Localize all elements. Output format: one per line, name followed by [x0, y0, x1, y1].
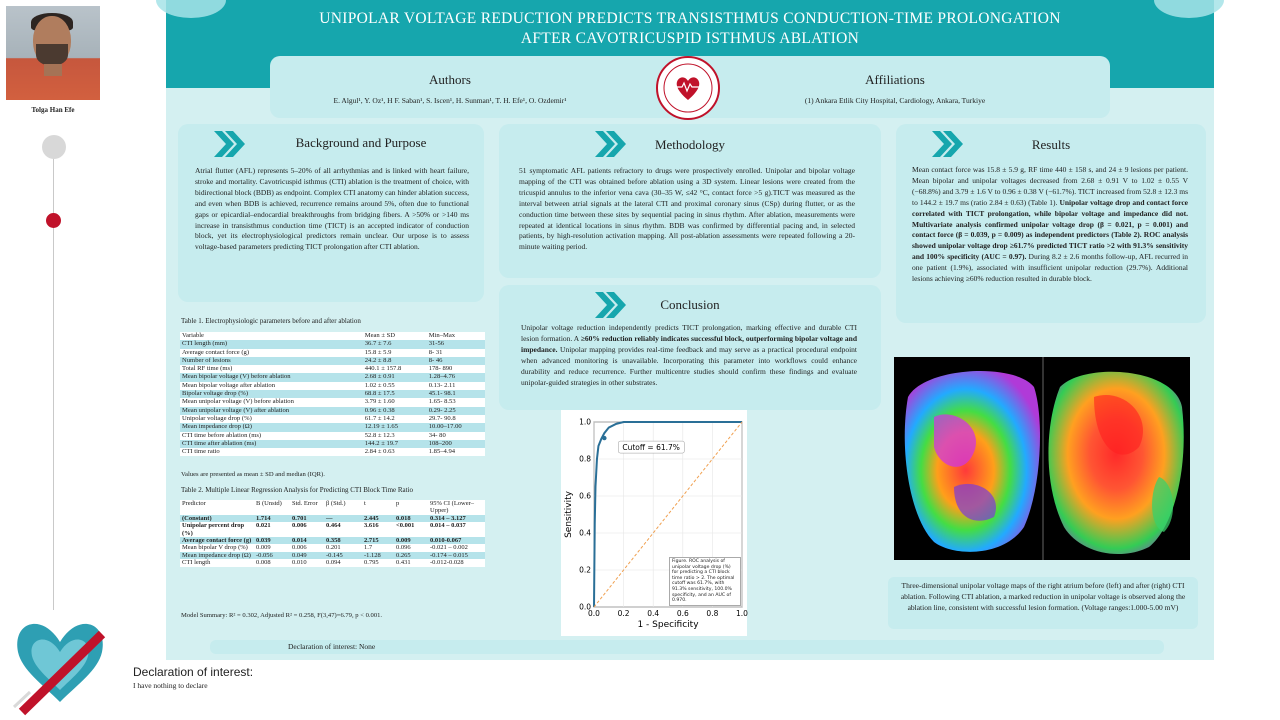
table2-cell: 0.006 — [292, 544, 307, 552]
table1-cell: 10.00–17.00 — [427, 423, 485, 431]
presenter-name: Tolga Han Efe — [31, 106, 75, 114]
y-tick-label: 0.4 — [579, 528, 591, 538]
table-row — [180, 390, 485, 398]
table1-cell: 52.8 ± 12.3 — [364, 431, 395, 439]
table-row — [180, 448, 485, 456]
table1-cell: 29.7- 90.8 — [428, 414, 456, 422]
table1-cell: 0.96 ± 0.38 — [363, 407, 427, 415]
declaration-text: I have nothing to declare — [133, 681, 208, 690]
table1-cell: Mean bipolar voltage after ablation — [182, 381, 276, 389]
y-axis-label: Sensitivity — [564, 491, 574, 538]
table-row — [180, 522, 485, 537]
table2-cell: -0.174 – 0.015 — [428, 552, 485, 559]
presenter-video — [6, 6, 100, 100]
table1-cell: CTI time after ablation (ms) — [180, 440, 363, 448]
table2 — [180, 500, 485, 567]
table2-header-cell: Predictor — [182, 500, 206, 507]
table1-cell: 61.7 ± 14.2 — [364, 414, 395, 422]
table1-header-row — [180, 332, 485, 340]
affiliations-text: (1) Ankara Etlik City Hospital, Cardiology, Ankara, Turkiye — [804, 96, 986, 105]
table2-cell: 2.715 — [362, 537, 394, 544]
table2-cell: 0.039 — [254, 537, 290, 544]
table2-cell: (Constant) — [180, 515, 254, 522]
table2-cell: 0.049 — [290, 552, 324, 559]
table1-cell: Mean unipolar voltage (V) after ablation — [180, 407, 363, 415]
table1-cell: 36.7 ± 7.6 — [363, 340, 427, 348]
table-row — [180, 537, 485, 544]
table2-cell: 0.795 — [364, 559, 379, 567]
table-row — [180, 415, 485, 423]
table1-cell: CTI time before ablation (ms) — [182, 431, 262, 439]
table2-cell: 0.431 — [396, 559, 411, 567]
table2-cell: Mean impedance drop (Ω) — [180, 552, 254, 559]
roc-chart-panel — [561, 410, 747, 636]
table-row — [180, 357, 485, 365]
table2-cell: 1.714 — [254, 515, 290, 522]
table1-cell: 108–200 — [427, 440, 485, 448]
authors-heading: Authors — [429, 72, 471, 87]
cutoff-label: Cutoff = 61.7% — [622, 443, 680, 453]
table1-cell: Mean unipolar voltage (V) before ablation — [182, 398, 294, 406]
table-row — [180, 544, 485, 551]
table1-cell: 1.28–4.76 — [427, 373, 485, 381]
poster-title — [226, 9, 1154, 49]
table1-cell: 0.29- 2.25 — [427, 407, 485, 415]
voltage-maps-caption: Three-dimensional unipolar voltage maps of the right atrium before (left) and after (right) CTI ablation. Following CTI ablation, a marked reduction in unipolar voltage is observed along the ablation line, consistent with successful lesion formation. (Voltage ranges:1.000-5.00 mV) — [888, 577, 1198, 629]
table2-cell: — — [324, 515, 362, 522]
table2-cell: -0.012-0.028 — [430, 559, 464, 567]
table-row — [180, 432, 485, 440]
table2-cell: <0.001 — [396, 522, 415, 530]
conclusion-text-bold: ≥60% reduction reliably indicates successful block, outperforming bipolar voltage and impedance. — [521, 333, 857, 354]
table2-cell: -0.145 — [324, 552, 362, 559]
table2-cell: -1.128 — [362, 552, 394, 559]
table1-cell: Unipolar voltage drop (%) — [182, 414, 252, 422]
table2-cell: 3.616 — [364, 522, 379, 530]
x-tick-label: 1.0 — [736, 609, 748, 618]
x-tick-label: 0.4 — [647, 609, 660, 618]
roc-chart — [561, 410, 747, 636]
table1-cell: 34- 80 — [428, 431, 446, 439]
table2-cell: 2.445 — [362, 515, 394, 522]
table2-header-cell: β (Std.) — [326, 500, 346, 507]
table1-cell: 0.13- 2.11 — [428, 381, 456, 389]
y-tick-label: 0.6 — [579, 491, 591, 501]
table2-cell: 0.314 – 3.127 — [428, 515, 485, 522]
table2-cell: 0.358 — [324, 537, 362, 544]
conclusion-text-part: Unipolar mapping provides real-time feedback and may serve as a practical procedural endpoint when advanced monitoring is unavailable. Incorporating this parameter into workflows could enhance durability and reduce recurrence. Further multicentre studies should confirm these findings and evaluate unipolar-guided strategies in other substrates. — [521, 344, 857, 387]
background-panel — [178, 124, 484, 302]
table2-cell: 0.701 — [290, 515, 324, 522]
authors-list: E. Algul¹, Y. Oz¹, H F. Saban¹, S. Iscen¹, H. Sunman¹, T. H. Efe¹, O. Ozdemir¹ — [333, 96, 567, 105]
table2-cell: Mean bipolar V drop (%) — [182, 544, 248, 552]
table2-cell: Unipolar percent drop (%) — [182, 522, 245, 537]
table-row — [180, 407, 485, 415]
header-decoration — [156, 0, 226, 18]
table1-header-cell: Mean ± SD — [364, 332, 396, 339]
table1-cell: Mean impedance drop (Ω) — [180, 423, 363, 431]
results-panel — [896, 124, 1206, 323]
y-tick-label: 0.0 — [579, 602, 591, 612]
x-tick-label: 0.6 — [676, 609, 689, 618]
results-text-part: Mean contact force was 15.8 ± 5.9 g, RF time 440 ± 158 s, and 24 ± 9 lesions per patient. Mean bipolar and unipolar voltages decreased from 2.68 ± 0.91 V to 1.02 ± 0.55 V (−68.8%) and 3.79 ± 1.6 V to 0.96 ± 0.38 V (−61.7%). TICT increased from 52.8 ± 12.3 ms to 144.2 ± 19.7 ms (ratio 2.84 ± 0.63) (Table 1). — [912, 165, 1188, 207]
timeline-marker[interactable] — [42, 135, 66, 159]
table-row — [180, 559, 485, 566]
methodology-text: 51 symptomatic AFL patients refractory to drugs were prospectively enrolled. Unipolar and bipolar voltage mapping of the CTI was obtained before ablation using a 3D system. Linear lesions were created from the tricuspid annulus to the inferior vena cava (30–35 W, ≤42 °C, contact force >5 g).TICT was measured as the interval between atrial signals at the lateral CTI and proximal coronary sinus (CSp) during flutter, or as the conduction time between these sites by sequential pacing in sinus rhythm. After ablation, measurements were repeated at identical locations in sinus rhythm. BDB was confirmed by differential pacing and, in selected patients, by high-resolution activation mapping. All post-ablation assessments were repeated following a 20-minute waiting period. — [519, 166, 855, 252]
table1-header-cell: Min–Max — [428, 332, 456, 339]
table-row — [180, 340, 485, 348]
cutoff-point — [602, 436, 606, 440]
table2-header-row — [180, 500, 485, 515]
x-axis-label: 1 - Specificity — [637, 620, 699, 630]
table2-cell: 0.014 — [290, 537, 324, 544]
table2-cell: 0.094 — [326, 559, 341, 567]
x-tick-label: 0.2 — [617, 609, 630, 618]
table2-header-cell: 95% CI (Lower–Upper) — [430, 500, 475, 515]
y-tick-label: 1.0 — [579, 417, 591, 427]
y-tick-label: 0.2 — [579, 565, 591, 575]
conclusion-heading: Conclusion — [660, 297, 720, 312]
conclusion-panel — [499, 285, 881, 410]
table1-cell: 440.1 ± 157.8 — [364, 365, 402, 373]
x-tick-label: 0.0 — [588, 609, 600, 618]
table1-cell: 8- 46 — [427, 357, 485, 365]
table1-cell: 144.2 ± 19.7 — [363, 440, 427, 448]
conference-logo-icon — [12, 612, 108, 717]
table2-header-cell: Std. Error — [292, 500, 318, 507]
table2-cell: 0.010 — [292, 559, 307, 567]
affiliations-heading: Affiliations — [865, 72, 925, 87]
declaration-title: Declaration of interest: — [133, 665, 254, 679]
poster-title-line-1: UNIPOLAR VOLTAGE REDUCTION PREDICTS TRANSISTHMUS CONDUCTION-TIME PROLONGATION — [319, 10, 1061, 27]
hospital-seal-icon — [656, 56, 720, 120]
table1-cell: CTI length (mm) — [180, 340, 363, 348]
table-row — [180, 382, 485, 390]
roc-caption: Figure. ROC analysis of unipolar voltage drop (%) for predicting a CTI block time ratio > 2. The optimal cutoff was 61.7%, with 91.3% sensitivity, 100.0% specificity, and an AUC of 0.970. — [669, 557, 741, 606]
table2-cell: 0.201 — [326, 544, 341, 552]
table2-cell: -0.021 – 0.002 — [430, 544, 468, 552]
table2-note: Model Summary: R² = 0.302, Adjusted R² = 0.258, F(3,47)=6.79, p < 0.001. — [181, 612, 383, 619]
table1-cell: 24.2 ± 8.8 — [363, 357, 427, 365]
table1-cell: 2.84 ± 0.63 — [364, 448, 395, 456]
table-row — [180, 552, 485, 559]
table1-cell: Total RF time (ms) — [182, 365, 233, 373]
y-tick-label: 0.8 — [579, 454, 591, 464]
table-row — [180, 365, 485, 373]
table2-cell: 0.096 — [396, 544, 411, 552]
table1-note: Values are presented as mean ± SD and median (IQR). — [181, 471, 325, 478]
table-row — [180, 398, 485, 406]
table1-cell: 68.8 ± 17.5 — [363, 390, 427, 398]
table2-cell: Average contact force (g) — [180, 537, 254, 544]
methodology-heading: Methodology — [654, 137, 726, 152]
table1-cell: 45.1- 98.1 — [427, 390, 485, 398]
table1-cell: 1.85–4.94 — [428, 448, 456, 456]
background-text: Atrial flutter (AFL) represents 5–20% of all arrhythmias and is linked with heart failure, stroke and mortality. Cavotricuspid isthmus (CTI) ablation is the treatment of choice, with bidirectional block (BDB) as endpoint. Complex CTI anatomy can hinder ablation success, and even when BDB is achieved, recurrence remains around 5%, often due to functional gaps or epicardial–endocardial breakthroughs from bridging fibers. A >50% or >140 ms increase in transisthmus conduction time (TICT) is an accepted indicator of conduction block, yet its electrophysiological predictors remain unclear. Our urpose is to assess voltage-based parameters predicting TICT prolongation after CTI ablation. — [195, 166, 469, 252]
results-text-part: During 8.2 ± 2.6 months follow-up, AFL recurred in one patient (1.9%), associated with insufficient unipolar reduction (29.7%). Additional lesions achieving ≥60% reduction resulted in durable block. — [912, 252, 1188, 284]
table1-cell: Bipolar voltage drop (%) — [180, 390, 363, 398]
table1-cell: 2.68 ± 0.91 — [363, 373, 427, 381]
table2-cell: -0.056 — [254, 552, 290, 559]
voltage-map-picture — [894, 357, 1190, 560]
authors-panel — [270, 56, 1110, 118]
table2-cell: 0.006 — [292, 522, 307, 530]
background-heading: Background and Purpose — [295, 135, 427, 150]
header-decoration — [1154, 0, 1224, 18]
table1-cell: 15.8 ± 5.9 — [364, 348, 392, 356]
conclusion-text-part: Unipolar voltage reduction independently predicts TICT prolongation, marking effective and durable CTI lesion formation. A — [521, 323, 857, 343]
results-text-bold: Unipolar voltage drop and contact force correlated with TICT prolongation, while bipolar voltage and impedance did not. Multivariate analysis confirmed unipolar voltage drop (β = 0.021, p = 0.001) and contact force (β = 0.039, p = 0.009) as independent predictors (Table 2). ROC analysis showed unipolar voltage drop ≥61.7% predicted TICT ratio >2 with 91.3% sensitivity and 100% specificity (AUC = 0.97). — [912, 197, 1188, 262]
table1-cell: 31-56 — [427, 340, 485, 348]
table-row — [180, 349, 485, 357]
table1-cell: Number of lesions — [180, 357, 363, 365]
table2-cell: 1.7 — [364, 544, 373, 552]
results-text — [912, 165, 1188, 285]
table1-cell: Average contact force (g) — [182, 348, 250, 356]
x-tick-label: 0.8 — [706, 609, 719, 618]
table1-caption: Table 1. Electrophysiologic parameters before and after ablation — [181, 317, 361, 325]
table1-cell: 178- 890 — [428, 365, 453, 373]
table2-cell: 0.009 — [256, 544, 271, 552]
declaration-bar: Declaration of interest: None — [210, 640, 1164, 654]
table2-cell: 0.010-0.067 — [428, 537, 485, 544]
roc-caption-box — [669, 557, 741, 604]
table1-cell: 8- 31 — [428, 348, 443, 356]
results-heading: Results — [1031, 137, 1071, 152]
table1-cell: 3.79 ± 1.60 — [364, 398, 395, 406]
voltage-maps-image — [894, 357, 1190, 560]
table2-caption: Table 2. Multiple Linear Regression Analysis for Predicting CTI Block Time Ratio — [181, 486, 414, 494]
table2-cell: 0.021 — [256, 522, 271, 530]
table2-header-cell: p — [396, 500, 400, 507]
table-row — [180, 440, 485, 448]
table2-header-cell: t — [364, 500, 366, 507]
table2-header-cell: B (Unstd) — [256, 500, 282, 507]
table2-cell: 0.018 — [394, 515, 428, 522]
conclusion-text — [521, 323, 857, 388]
table-row — [180, 423, 485, 431]
table2-cell: CTI length — [182, 559, 211, 567]
table2-cell: 0.009 — [394, 537, 428, 544]
poster-title-line-2: AFTER CAVOTRICUSPID ISTHMUS ABLATION — [520, 30, 860, 47]
table-row — [180, 515, 485, 522]
table-row — [180, 373, 485, 381]
table1-cell: 12.19 ± 1.65 — [363, 423, 427, 431]
poster — [166, 0, 1214, 660]
table1-cell: 1.65- 8.53 — [428, 398, 456, 406]
table1-cell: Mean bipolar voltage (V) before ablation — [180, 373, 363, 381]
table2-cell: 0.008 — [256, 559, 271, 567]
table1-cell: CTI time ratio — [182, 448, 220, 456]
timeline-current-marker[interactable] — [46, 213, 61, 228]
table2-cell: 0.265 — [394, 552, 428, 559]
table1-header-cell: Variable — [182, 332, 204, 339]
table1 — [180, 332, 485, 456]
table1-cell: 1.02 ± 0.55 — [364, 381, 395, 389]
methodology-panel — [499, 124, 881, 278]
table2-cell: 0.014 – 0.037 — [430, 522, 466, 530]
table2-cell: 0.464 — [326, 522, 341, 530]
